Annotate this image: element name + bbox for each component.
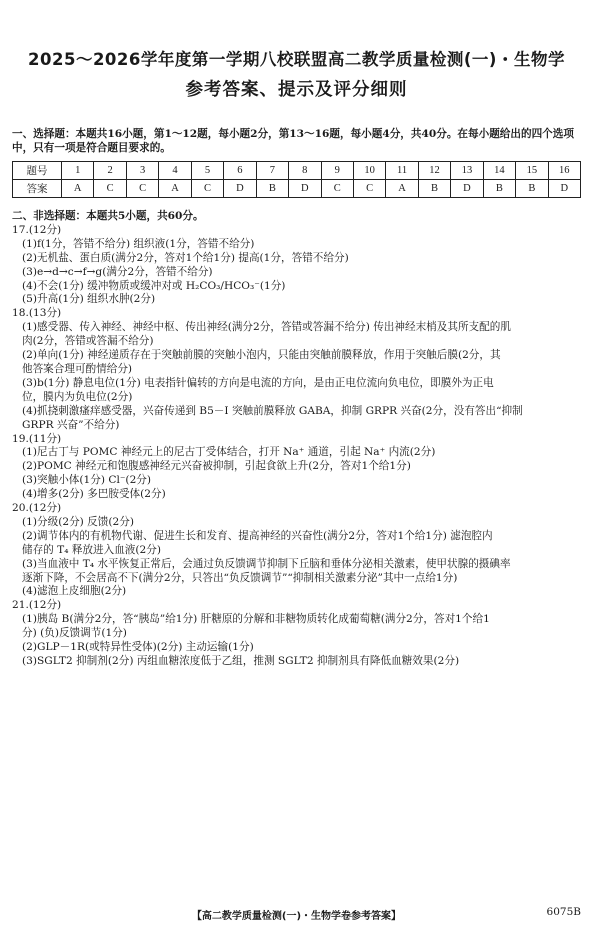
answer-line: (2)GLP－1R(或特异性受体)(2分) 主动运输(1分) <box>22 641 254 654</box>
section2-lines <box>12 224 582 669</box>
row-label-number: 题号 <box>13 162 62 180</box>
section2-heading: 二、非选择题：本题共5小题，共60分。 <box>12 210 204 222</box>
row-label-answer: 答案 <box>13 180 62 198</box>
question-number-cell: 4 <box>159 162 191 180</box>
answer-line: (1)感受器、传入神经、神经中枢、传出神经(满分2分，答错或答漏不给分) 传出神经末梢及其所支配的肌 <box>22 321 511 334</box>
answer-cell: D <box>224 180 256 198</box>
paper-code: 6075B <box>546 906 581 918</box>
answer-cell: A <box>386 180 418 198</box>
answer-cell: D <box>548 180 580 198</box>
question-number-cell: 3 <box>126 162 158 180</box>
answer-line: 肉(2分，答错或答漏不给分) <box>22 335 154 348</box>
answer-cell: A <box>159 180 191 198</box>
question-heading: 18.(13分) <box>12 307 62 320</box>
answer-line: (5)升高(1分) 组织水肿(2分) <box>22 293 156 306</box>
answer-cell: C <box>321 180 353 198</box>
answer-table <box>12 161 581 198</box>
answer-cell: D <box>451 180 483 198</box>
answer-line: (4)抓挠刺激瘙痒感受器，兴奋传递到 B5－I 突触前膜释放 GABA，抑制 GRPR 兴奋(2分，没有答出“抑制 <box>22 404 523 417</box>
page-title: 2025～2026学年度第一学期八校联盟高二教学质量检测(一)・生物学 <box>28 50 565 69</box>
answer-cell: B <box>418 180 450 198</box>
answer-line: (4)滤泡上皮细胞(2分) <box>22 585 127 598</box>
answer-line: GRPR 兴奋”不给分) <box>22 418 120 431</box>
answer-line: 逐渐下降，不会居高不下(满分2分，只答出“负反馈调节”“抑制相关激素分泌”其中一点给1分) <box>22 571 458 584</box>
answer-cell: C <box>353 180 385 198</box>
answer-cell: B <box>516 180 548 198</box>
question-number-cell: 13 <box>451 162 483 180</box>
answer-cell: B <box>256 180 288 198</box>
answer-line: (3)当血液中 T₄ 水平恢复正常后，会通过负反馈调节抑制下丘脑和垂体分泌相关激素，使甲状腺的摄碘率 <box>22 557 511 570</box>
answer-cell: A <box>62 180 94 198</box>
question-heading: 20.(12分) <box>12 502 62 515</box>
answer-line: (2)单向(1分) 神经递质存在于突触前膜的突触小泡内，只能由突触前膜释放，作用于突触后膜(2分，其 <box>22 349 501 362</box>
question-number-cell: 15 <box>516 162 548 180</box>
answer-line: 位，膜内为负电位(2分) <box>22 390 133 403</box>
answer-line: (1)f(1分，答错不给分) 组织液(1分，答错不给分) <box>22 237 255 250</box>
question-number-cell: 16 <box>548 162 580 180</box>
answer-cell: B <box>483 180 515 198</box>
section1-intro <box>12 128 582 156</box>
answer-cell: C <box>126 180 158 198</box>
page-subtitle: 参考答案、提示及评分细则 <box>185 80 408 100</box>
section1-heading: 一、选择题：本题共16小题，第1～12题，每小题2分，第13～16题，每小题4分，共40分。在每小题给出的四个选项中，只有一项是符合题目要求的。 <box>12 128 574 154</box>
answer-cell: C <box>191 180 223 198</box>
question-number-cell: 5 <box>191 162 223 180</box>
answer-line: 储存的 T₄ 释放进入血液(2分) <box>22 543 161 556</box>
answer-line: (3)SGLT2 抑制剂(2分) 丙组血糖浓度低于乙组，推测 SGLT2 抑制剂具有降低血糖效果(2分) <box>22 655 460 667</box>
answer-line: (2)调节体内的有机物代谢、促进生长和发育、提高神经的兴奋性(满分2分，答对1个给1分) 滤泡腔内 <box>22 529 493 542</box>
question-heading: 21.(12分) <box>12 599 62 612</box>
question-number-cell: 9 <box>321 162 353 180</box>
question-number-cell: 1 <box>62 162 94 180</box>
question-number-cell: 11 <box>386 162 418 180</box>
answer-line: (3)b(1分) 静息电位(1分) 电表指针偏转的方向是电流的方向，是由正电位流向负电位，即膜外为正电 <box>22 376 494 389</box>
question-heading: 17.(12分) <box>12 223 62 236</box>
answer-line: (3)突触小体(1分) Cl⁻(2分) <box>22 474 152 487</box>
question-heading: 19.(11分) <box>12 432 62 445</box>
answer-line: (2)无机盐、蛋白质(满分2分，答对1个给1分) 提高(1分，答错不给分) <box>22 251 349 264</box>
answer-table-number-row <box>13 162 581 180</box>
answer-line: (1)尼古丁与 POMC 神经元上的尼古丁受体结合，打开 Na⁺ 通道，引起 Na⁺ 内流(2分) <box>22 446 436 459</box>
question-number-cell: 7 <box>256 162 288 180</box>
answer-line: (3)e→d→c→f→g(满分2分，答错不给分) <box>22 265 213 278</box>
answer-line: (2)POMC 神经元和饱腹感神经元兴奋被抑制，引起食欲上升(2分，答对1个给1分) <box>22 460 411 473</box>
answer-line: 他答案合理可酌情给分) <box>22 362 133 375</box>
section2 <box>12 210 582 669</box>
footer-text: 【高二教学质量检测(一)・生物学卷参考答案】 <box>191 911 402 922</box>
question-number-cell: 14 <box>483 162 515 180</box>
answer-line: (1)胰岛 B(满分2分，答“胰岛”给1分) 肝糖原的分解和非糖物质转化成葡萄糖(满分2分，答对1个给1 <box>22 613 490 626</box>
question-number-cell: 8 <box>289 162 321 180</box>
answer-line: (4)增多(2分) 多巴胺受体(2分) <box>22 488 166 501</box>
answer-line: (1)分级(2分) 反馈(2分) <box>22 515 134 528</box>
answer-table-answer-row <box>13 180 581 198</box>
answer-cell: C <box>94 180 126 198</box>
answer-line: 分) (负)反馈调节(1分) <box>22 627 127 640</box>
answer-cell: D <box>289 180 321 198</box>
question-number-cell: 12 <box>418 162 450 180</box>
question-number-cell: 10 <box>353 162 385 180</box>
answer-line: (4)不会(1分) 缓冲物质或缓冲对或 H₂CO₃/HCO₃⁻(1分) <box>22 279 286 292</box>
question-number-cell: 6 <box>224 162 256 180</box>
question-number-cell: 2 <box>94 162 126 180</box>
